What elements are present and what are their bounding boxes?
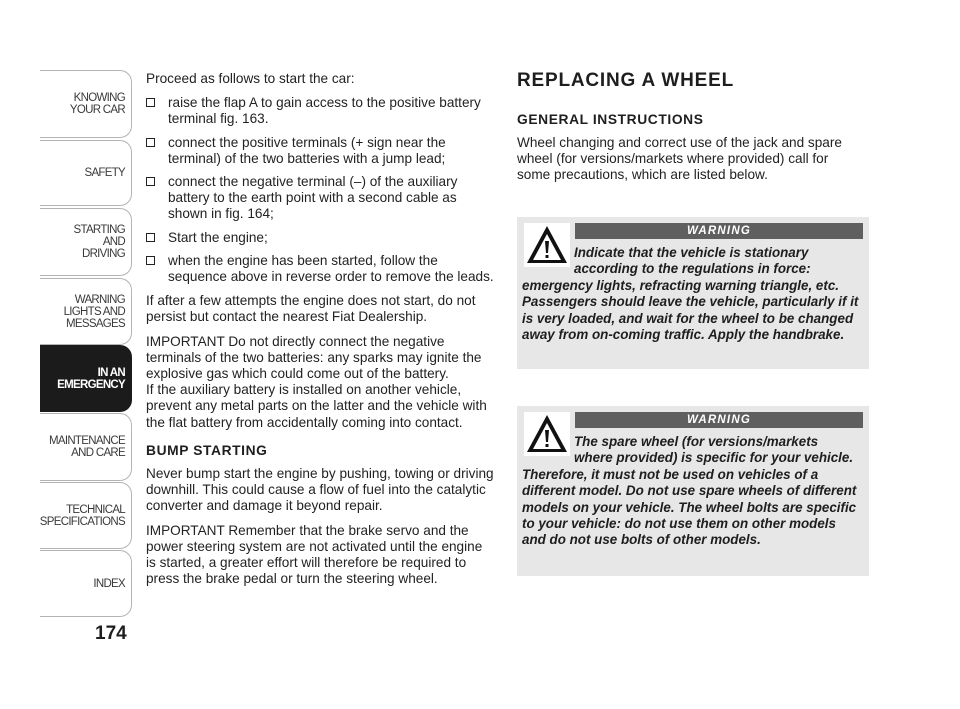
list-item — [146, 230, 494, 246]
step-text: raise the flap A to gain access to the positive battery terminal fig. 163. — [168, 95, 481, 127]
step-text: connect the positive terminals (+ sign near the terminal) of the two batteries with a jump lead; — [168, 134, 446, 166]
tab-safety[interactable] — [40, 140, 132, 206]
list-item — [146, 95, 494, 127]
body-paragraph: If after a few attempts the engine does not start, do not persist but contact the nearest Fiat Dealership. — [146, 293, 476, 325]
tab-label: STARTING AND DRIVING — [73, 224, 125, 260]
step-text: Start the engine; — [168, 229, 268, 245]
tab-index[interactable] — [40, 550, 132, 617]
bump-starting-heading: BUMP STARTING — [146, 442, 268, 458]
checkbox-bullet-icon — [146, 233, 155, 242]
step-text: connect the negative terminal (–) of the auxiliary battery to the earth point with a second cable as shown in fig. 164; — [168, 174, 458, 222]
body-paragraph: If the auxiliary battery is installed on another vehicle, prevent any metal parts on the latter and the vehicle with the flat battery from accidentally coming into contact. — [146, 382, 487, 430]
checkbox-bullet-icon — [146, 256, 155, 265]
warning-label: WARNING — [575, 223, 863, 239]
important-paragraph: IMPORTANT Remember that the brake servo and the power steering system are not activated until the engine is started, a greater effort will therefore be required to press the brake pedal or turn the steering wheel. — [146, 522, 483, 587]
steps-list — [146, 95, 494, 285]
warning-triangle-icon — [524, 223, 570, 267]
page-number: 174 — [95, 623, 127, 644]
list-item — [146, 174, 494, 223]
tab-maintenance-and-care[interactable] — [40, 413, 132, 481]
general-instructions-heading: GENERAL INSTRUCTIONS — [517, 112, 704, 127]
warning-triangle-icon — [524, 412, 570, 456]
tab-label: SAFETY — [84, 167, 125, 179]
tab-label: WARNING LIGHTS AND MESSAGES — [63, 293, 125, 330]
section-title: REPLACING A WHEEL — [517, 70, 734, 91]
list-item — [146, 135, 494, 167]
warning-text — [522, 223, 859, 343]
checkbox-bullet-icon — [146, 177, 155, 186]
warning-box — [517, 406, 869, 576]
tab-knowing-your-car[interactable] — [40, 70, 132, 138]
body-paragraph: Never bump start the engine by pushing, towing or driving downhill. This could cause a flow of fuel into the catalytic converter and damage it beyond repair. — [146, 466, 494, 514]
warning-text-content: Indicate that the vehicle is stationary according to the regulations in force: emergency lights, refracting warning triangle, etc. Passengers should leave the vehicle, particularly if it is very loaded, and wait for the wheel to be changed away from on-coming traffic. Apply the handbrake. — [522, 245, 859, 343]
checkbox-bullet-icon — [146, 138, 155, 147]
step-text: when the engine has been started, follow the sequence above in reverse order to remove the leads. — [168, 252, 494, 285]
tab-label: KNOWING YOUR CAR — [69, 92, 125, 116]
warning-text-content: The spare wheel (for versions/markets where provided) is specific for your vehicle. Therefore, it must not be used on vehicles of a different model. Do not use spare wheels of different models on your vehicle. The wheel bolts are specific to your vehicle: do not use them on other models and do not use bolts of other models. — [522, 434, 857, 548]
warning-text — [522, 412, 859, 549]
tab-warning-lights-and-messages[interactable] — [40, 278, 132, 345]
warning-box — [517, 217, 869, 369]
list-item — [146, 253, 494, 285]
tab-in-an-emergency[interactable] — [40, 345, 132, 412]
important-paragraph: IMPORTANT Do not directly connect the negative terminals of the two batteries: any sparks may ignite the explosive gas which could come out of the battery. — [146, 333, 482, 382]
tab-technical-specifications[interactable] — [40, 482, 132, 549]
checkbox-bullet-icon — [146, 98, 155, 107]
warning-label: WARNING — [575, 412, 863, 428]
tab-label: INDEX — [93, 577, 125, 590]
tab-label: IN AN EMERGENCY — [57, 366, 125, 391]
replacing-wheel-section — [517, 70, 869, 184]
jump-start-section — [146, 71, 494, 595]
intro-text: Wheel changing and correct use of the jack and spare wheel (for versions/markets where provided) call for some precautions, which are listed below. — [517, 135, 842, 183]
tab-label: TECHNICAL SPECIFICATIONS — [39, 503, 125, 528]
intro-text: Proceed as follows to start the car: — [146, 71, 355, 86]
tab-starting-and-driving[interactable] — [40, 208, 132, 276]
tab-label: MAINTENANCE AND CARE — [48, 435, 125, 459]
